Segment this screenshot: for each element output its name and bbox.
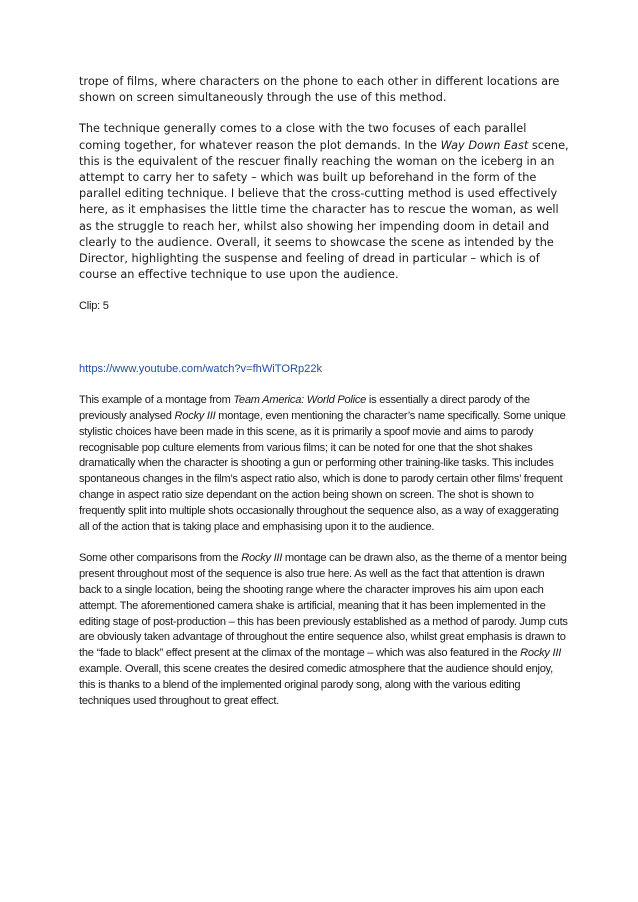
paragraph-4 (79, 551, 569, 709)
paragraph-3 (79, 393, 569, 535)
paragraph-4-text-c: example. Overall, this scene creates the desired comedic atmosphere that the audience should enjoy, this is thanks to a blend of the implemented original parody song, along with the various editing techniques used throughout to great effect. (79, 662, 553, 707)
paragraph-3-text-a: This example of a montage from (79, 394, 234, 407)
film-title-rocky-iii: Rocky III (241, 552, 283, 565)
paragraph-2-text-a: The technique generally comes to a close with the two focuses of each parallel coming together, for whatever reason the plot demands. In the (79, 122, 527, 152)
clip-label: Clip: 5 (79, 300, 109, 313)
paragraph-4-text-a: Some other comparisons from the (79, 552, 242, 565)
youtube-link-text[interactable]: https://www.youtube.com/watch?v=fhWiTORp22k (79, 363, 323, 376)
paragraph-1-text: trope of films, where characters on the phone to each other in different locations are shown on screen simultaneously through the use of this method. (79, 75, 560, 105)
youtube-link[interactable] (79, 361, 569, 377)
paragraph-2 (79, 121, 569, 283)
paragraph-3-text-c: montage, even mentioning the character’s name specifically. Some unique stylistic choices have been made in this scene, as it is primarily a spoof movie and aims to parody recognisable pop culture elements from various films; it can be noted for one that the shot shakes dramatically when the character is shooting a gun or performing other training-like tasks. This includes spontaneous changes in the film’s aspect ratio also, which is done to parody certain other films’ frequent change in aspect ratio size dependant on the action being shown on screen. The shot is shown to frequently split into multiple shots occasionally throughout the sequence also, as a way of exaggerating all of the action that is taking place and emphasising upon it to the audience. (79, 410, 566, 533)
paragraph-1 (79, 74, 569, 106)
paragraph-2-text-b: scene, this is the equivalent of the rescuer finally reaching the woman on the iceberg in an attempt to carry her to safety – which was built up beforehand in the form of the parallel editing technique. I believe that the cross-cutting method is used effectively here, as it emphasises the little time the character has to rescue the woman, as well as the struggle to reach her, whilst also showing her impending doom in detail and clearly to the audience. Overall, it seems to showcase the scene as intended by the Director, highlighting the suspense and feeling of dread in particular – which is of course an effective technique to use upon the audience. (79, 138, 569, 282)
document-body (79, 74, 569, 709)
film-title-rocky-iii: Rocky III (520, 647, 562, 660)
film-title-team-america: Team America: World Police (233, 394, 367, 407)
paragraph-3-text-b: is essentially a direct parody of the previously analysed (79, 394, 530, 423)
paragraph-4-text-b: montage can be drawn also, as the theme of a mentor being present throughout most of the sequence is also true here. As well as the fact that attention is drawn back to a single location, being the shooting range where the character improves his aim upon each attempt. The aforementioned camera shake is artificial, meaning that it has been implemented in the editing stage of post-production – this has been previously established as a method of parody. Jump cuts are obviously taken advantage of throughout the entire sequence also, whilst great emphasis is drawn to the “fade to black” effect present at the climax of the montage – which was also featured in the (79, 552, 568, 660)
film-title-way-down-east: Way Down East (440, 138, 529, 152)
film-title-rocky-iii: Rocky III (174, 410, 216, 423)
